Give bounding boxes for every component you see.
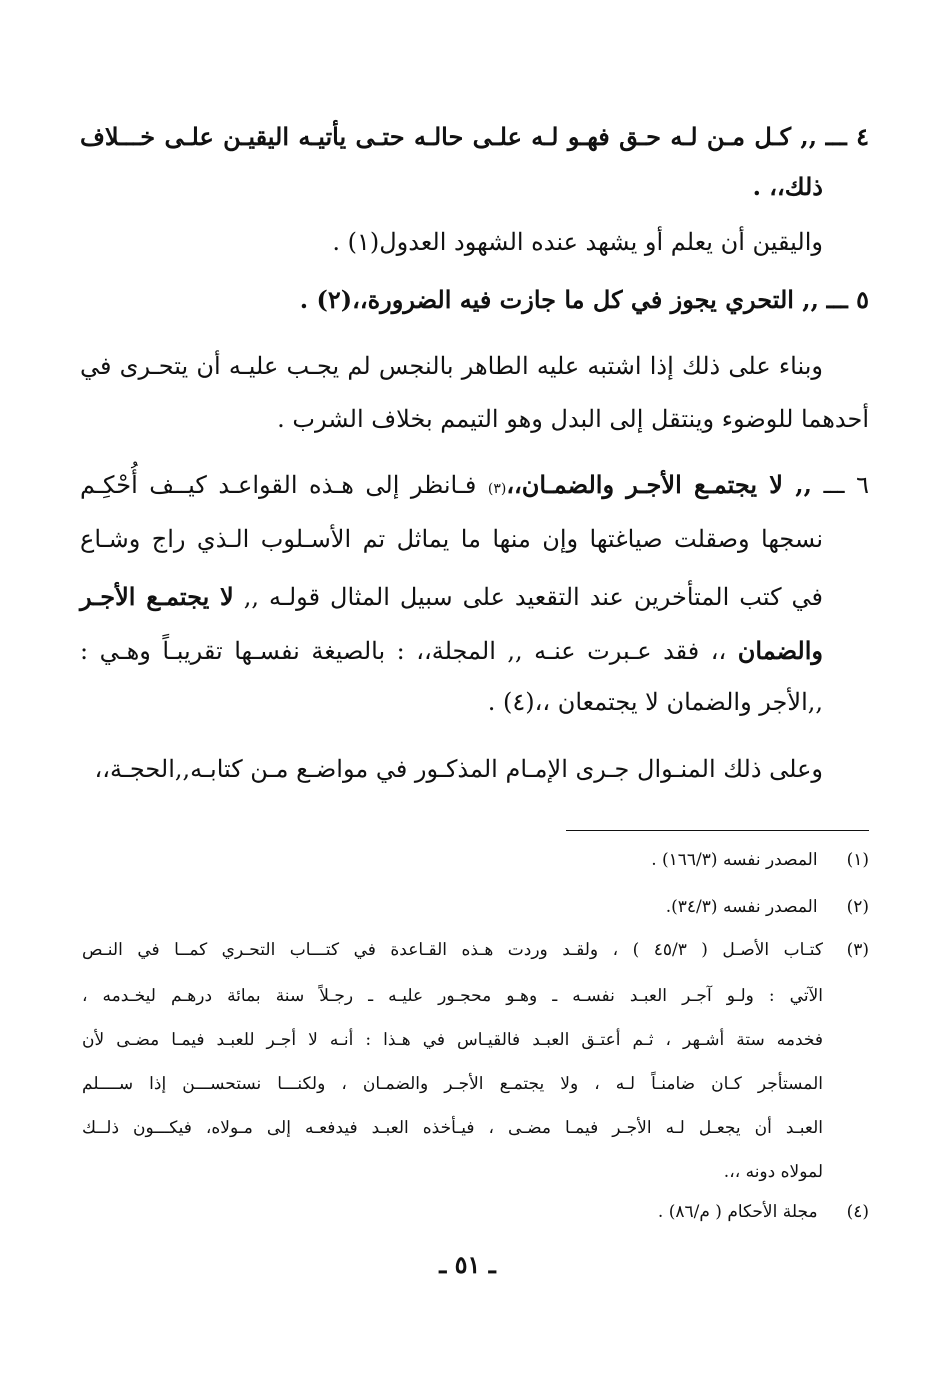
footnote-1-text: المصدر نفسه (١٦٦/٣) . bbox=[651, 850, 818, 870]
item4-line1 bbox=[80, 122, 869, 151]
footnote-1-number: (١) bbox=[846, 850, 869, 870]
footnote-4-number: (٤) bbox=[846, 1202, 869, 1222]
footnote-2 bbox=[98, 897, 869, 917]
page-number: ـ ٥١ ـ bbox=[439, 1250, 496, 1279]
item4-number: ٤ ـــ bbox=[825, 122, 869, 151]
item6-rule-text: ,, لا يجتمـع الأجـر والضمـان،، bbox=[506, 470, 812, 499]
item6-number: ٦ ـــ bbox=[823, 471, 869, 499]
footnote-3-line3: فخدمه ستة أشـهر ، ثـم أعتـق العبـد فالقيـاس في هـذا : أنـه لا أجـر للعبـد فيمـا مضـى لأن bbox=[82, 1030, 823, 1050]
item6-line1 bbox=[80, 470, 869, 499]
item6-line2: نسجها وصقلت صياغتها وإن منها ما يماثل تم الأسـلوب الـذي راج وشـاع bbox=[80, 525, 823, 553]
item6-line5: ,,الأجر والضمان لا يجتمعان ،،(٤) . bbox=[487, 688, 823, 716]
item6-line4 bbox=[80, 636, 823, 665]
item6-footnote-ref: (٣) bbox=[487, 481, 507, 497]
footnote-4 bbox=[98, 1202, 869, 1222]
item6-line1-text: فـانظر إلى هـذه القواعـد كيــف أُحْكِـم bbox=[80, 471, 477, 499]
item5-rule-text: ,, التحري يجوز في كل ما جازت فيه الضرورة،،(٢) . bbox=[299, 285, 820, 314]
footnote-2-text: المصدر نفسه (٣٤/٣). bbox=[665, 897, 818, 917]
footnote-4-text: مجلة الأحكام ( م/٨٦) . bbox=[657, 1202, 818, 1222]
footnote-3-line5: العبـد أن يجعـل لـه الأجـر فيمـا مضـى ، فيـأخذه العبـد فيدفعـه إلى مـولاه، فيكـــون ذلــك bbox=[82, 1118, 823, 1138]
item4-rule-text: ,, كـل مـن لـه حـق فهـو لـه علـى حالـه حتـى يأتيـه اليقيـن علـى خـــلاف bbox=[80, 122, 818, 151]
footnote-2-number: (٢) bbox=[846, 897, 869, 917]
item5-paragraph-line1: وبناء على ذلك إذا اشتبه عليه الطاهر بالنجس لم يجـب عليـه أن يتحـرى في bbox=[80, 352, 823, 380]
item5-number: ٥ ـــ bbox=[826, 285, 869, 314]
footnote-separator bbox=[566, 830, 869, 831]
item6-line4-bold: والضمان bbox=[737, 636, 823, 665]
footnote-3-number: (٣) bbox=[846, 940, 869, 960]
item6-line3-text: في كتب المتأخرين عند التقعيد على سبيل المثال قولـه ,, bbox=[243, 583, 823, 611]
footnote-3-line1: كتـاب الأصـل ( ٤٥/٣ ) ، ولقـد وردت هـذه القـاعدة في كتـــاب التحـري كمــا في النـص bbox=[82, 940, 823, 960]
footnote-3-line4: المستأجر كـان ضامنـاً لـه ، ولا يجتمـع الأجـر والضمـان ، ولكنـــا نستحســـن إذا ســــلم bbox=[82, 1074, 823, 1094]
item5-paragraph-line2: أحدهما للوضوء وينتقل إلى البدل وهو التيمم بخلاف الشرب . bbox=[277, 405, 869, 433]
item6-line4-text: ،، فقد عـبرت عنـه ,, المجلة،، : بالصيغة نفسـها تقريبـاً وهـي : bbox=[80, 637, 727, 665]
closing-paragraph: وعلى ذلك المنـوال جـرى الإمـام المذكـور في مواضـع مـن كتابـه,,الحجـة،، bbox=[94, 755, 823, 783]
item6-line3 bbox=[80, 582, 823, 611]
item4-explanation: واليقين أن يعلم أو يشهد عنده الشهود العدول(١) . bbox=[332, 228, 823, 256]
item6-line3-bold: لا يجتمـع الأجـر bbox=[80, 582, 234, 611]
item5-line bbox=[80, 285, 869, 314]
item4-line2 bbox=[80, 172, 823, 201]
item4-rule-text-end: ذلك،، . bbox=[752, 172, 823, 201]
footnote-1 bbox=[98, 850, 869, 870]
footnote-3-line6: لمولاه دونه ،،. bbox=[723, 1162, 823, 1182]
footnote-3-line2: الآتي : ولـو آجـر العبـد نفسـه ـ وهـو محجـور عليـه ـ رجـلاً سنة بمائة درهـم ليخـدمه ، bbox=[82, 986, 823, 1006]
